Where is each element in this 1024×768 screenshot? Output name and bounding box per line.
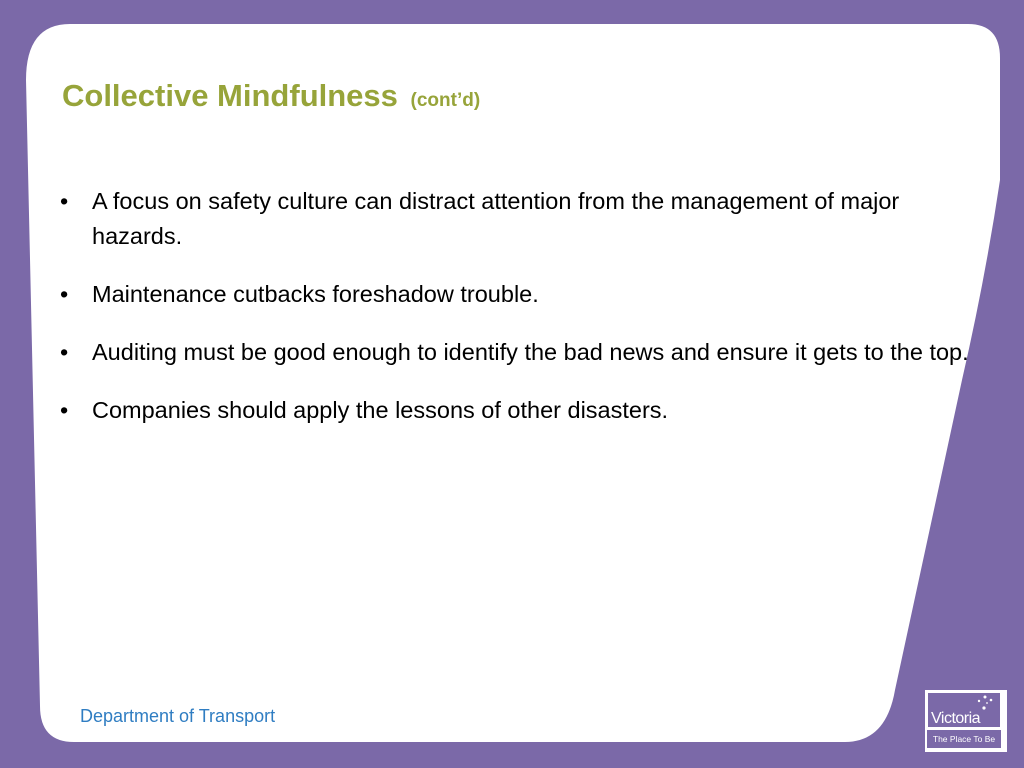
- bullet-dot-icon: •: [60, 339, 69, 365]
- victoria-logo-tagline: The Place To Be: [927, 730, 1001, 748]
- victoria-logo-word: Victoria: [931, 710, 981, 727]
- bullet-text: Companies should apply the lessons of other disasters.: [92, 397, 669, 423]
- victoria-logo-mark: [927, 692, 1001, 728]
- bullet-dot-icon: •: [60, 188, 69, 214]
- bullet-item: [60, 335, 995, 370]
- department-name: Department of Transport: [80, 706, 276, 726]
- bullet-list: [60, 184, 995, 451]
- bullet-item: [60, 277, 995, 312]
- victoria-logo: [925, 690, 1007, 752]
- bullet-text: Auditing must be good enough to identify the bad news and ensure it gets to the top.: [92, 339, 969, 365]
- bullet-item: [60, 184, 995, 254]
- slide-title-main: Collective Mindfulness: [62, 78, 398, 113]
- southern-cross-stars-icon: [976, 695, 994, 711]
- bullet-dot-icon: •: [60, 281, 69, 307]
- slide-title-suffix: (cont’d): [410, 90, 481, 111]
- slide-title: [62, 76, 480, 121]
- bullet-dot-icon: •: [60, 397, 69, 423]
- bullet-item: [60, 393, 995, 428]
- bullet-text: Maintenance cutbacks foreshadow trouble.: [92, 281, 539, 307]
- bullet-text: A focus on safety culture can distract attention from the management of major hazards.: [92, 188, 900, 249]
